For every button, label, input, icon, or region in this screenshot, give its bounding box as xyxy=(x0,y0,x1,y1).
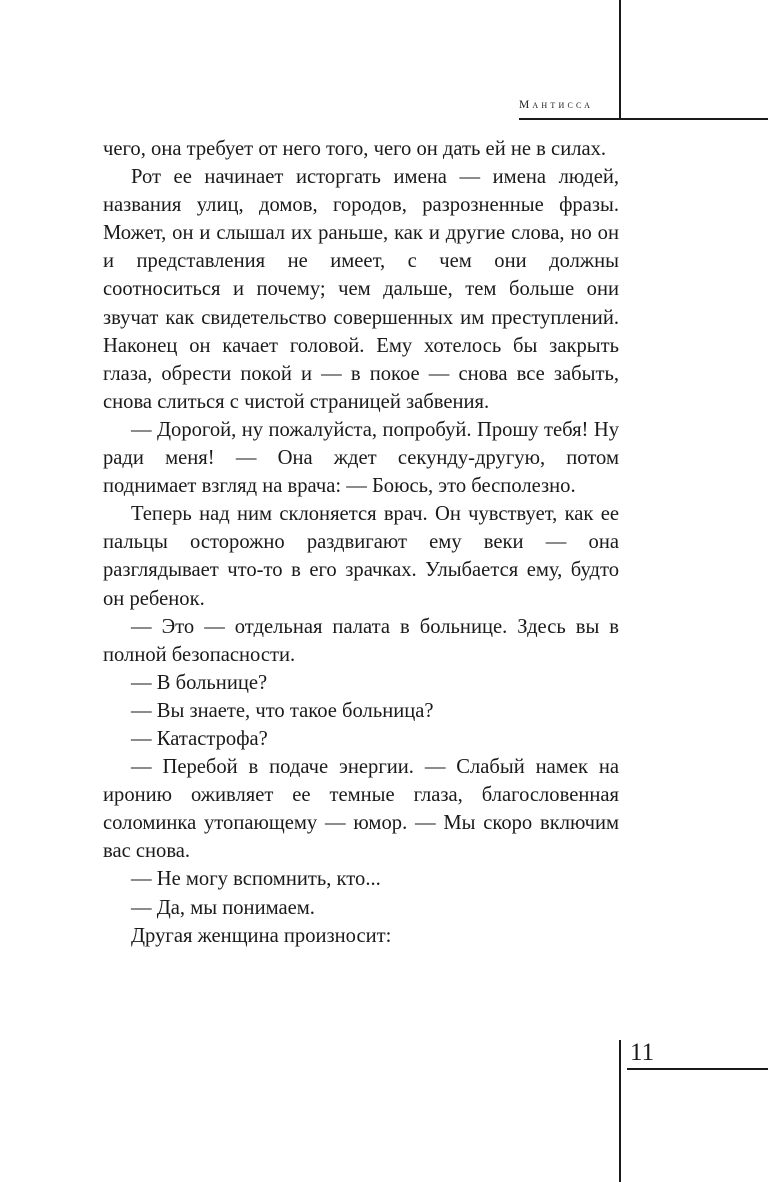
footer-rule xyxy=(627,1068,768,1070)
running-head: Мантисса xyxy=(519,99,594,111)
paragraph: — Да, мы понимаем. xyxy=(131,896,315,919)
paragraph: — Катастрофа? xyxy=(131,727,268,750)
paragraph: — Перебой в подаче энергии. — Слабый намек на иронию оживляет ее темные глаза, благословенная соломинка утопающему — юмор. — Мы скоро включим вас снова. xyxy=(103,756,619,863)
paragraph: — Не могу вспомнить, кто... xyxy=(131,868,381,891)
paragraph: — Дорогой, ну пожалуйста, попробуй. Прошу тебя! Ну ради меня! — Она ждет секунду-другую, потом поднимает взгляд на врача: — Боюсь, это бесполезно. xyxy=(103,418,619,498)
page-number: 11 xyxy=(630,1039,655,1066)
bottom-vertical-rule xyxy=(619,1040,621,1182)
paragraph: Теперь над ним склоняется врач. Он чувствует, как ее пальцы осторожно раздвигают ему веки — она разглядывает что-то в его зрачках. Улыбается ему, будто он ребенок. xyxy=(103,503,619,610)
top-vertical-rule xyxy=(619,0,621,118)
paragraph: — Вы знаете, что такое больница? xyxy=(131,699,434,722)
body-text xyxy=(103,135,619,950)
paragraph: чего, она требует от него того, чего он дать ей не в силах. xyxy=(103,138,607,160)
paragraph: — Это — отдельная палата в больнице. Здесь вы в полной безопасности. xyxy=(103,615,619,666)
paragraph: — В больнице? xyxy=(131,671,268,694)
paragraph: Рот ее начинает исторгать имена — имена людей, названия улиц, домов, городов, разрозненные фразы. Может, он и слышал их раньше, как и другие слова, но он и представления не имеет, с чем они должны соотноситься и почему; чем дальше, тем больше они звучат как свидетельство совершенных им преступлений. Наконец он качает головой. Ему хотелось бы закрыть глаза, обрести покой и — в покое — снова все забыть, снова слиться с чистой страницей забвения. xyxy=(103,166,619,413)
paragraph: Другая женщина произносит: xyxy=(131,924,392,947)
header-rule xyxy=(519,118,768,120)
